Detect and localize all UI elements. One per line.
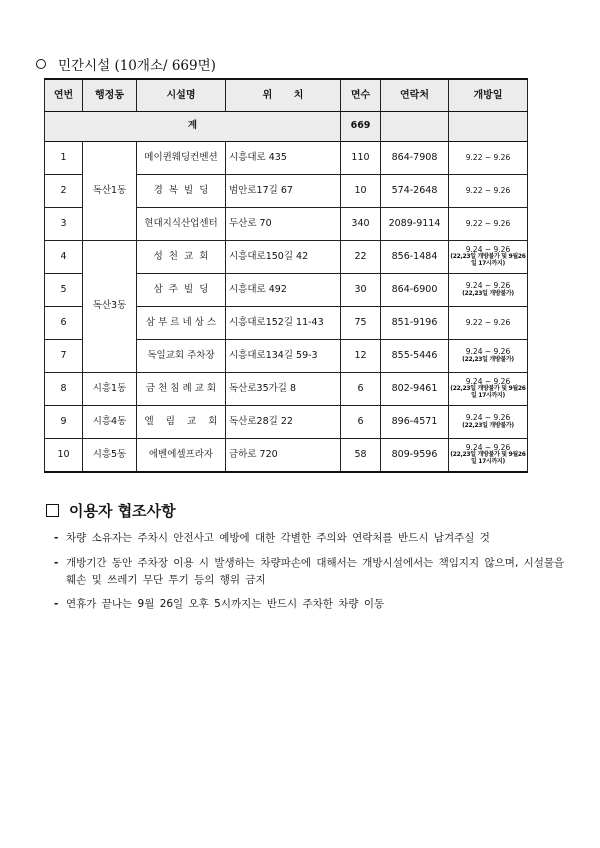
dash-bullet-icon: - xyxy=(54,532,59,544)
col-header-location: 위 치 xyxy=(226,79,341,112)
row-period xyxy=(449,175,528,208)
list-item xyxy=(54,596,574,613)
row-spaces: 30 xyxy=(341,274,381,307)
row-spaces: 6 xyxy=(341,406,381,439)
row-period xyxy=(449,439,528,473)
row-name: 성 천 교 회 xyxy=(137,241,226,274)
period-note: (22,23일 개방불가) xyxy=(462,289,514,297)
row-phone: 802-9461 xyxy=(381,373,449,406)
row-no: 3 xyxy=(45,208,83,241)
table-row xyxy=(45,241,528,274)
row-no: 6 xyxy=(45,307,83,340)
total-empty-phone xyxy=(381,112,449,142)
row-addr: 시흥대로 492 xyxy=(226,274,341,307)
row-no: 7 xyxy=(45,340,83,373)
checkbox-square-icon xyxy=(46,504,59,517)
cooperation-list xyxy=(54,530,574,621)
list-item-text: 연휴가 끝나는 9월 26일 오후 5시까지는 반드시 주차한 차량 이동 xyxy=(66,598,385,611)
cooperation-heading xyxy=(46,500,176,521)
row-phone: 2089-9114 xyxy=(381,208,449,241)
dash-bullet-icon: - xyxy=(54,556,59,569)
row-name: 독일교회 주차장 xyxy=(137,340,226,373)
row-no: 10 xyxy=(45,439,83,473)
row-no: 5 xyxy=(45,274,83,307)
row-phone: 809-9596 xyxy=(381,439,449,473)
row-spaces: 75 xyxy=(341,307,381,340)
total-value: 669 xyxy=(341,112,381,142)
table-header-row xyxy=(45,79,528,112)
section-heading-text: 민간시설 (10개소/ 669면) xyxy=(58,58,216,74)
row-dong: 시흥4동 xyxy=(83,406,137,439)
row-addr: 시흥대로152길 11-43 xyxy=(226,307,341,340)
total-label: 계 xyxy=(45,112,341,142)
row-name: 삼 주 빌 딩 xyxy=(137,274,226,307)
row-addr: 시흥대로134길 59-3 xyxy=(226,340,341,373)
list-item-text: 개방기간 동안 주차장 이용 시 발생하는 차량파손에 대해서는 개방시설에서는 책임지지 않으며, 시설물을 훼손 및 쓰레기 무단 투기 등의 행위 금지 xyxy=(66,556,565,586)
row-phone: 855-5446 xyxy=(381,340,449,373)
row-dong: 시흥5동 xyxy=(83,439,137,473)
row-phone: 864-7908 xyxy=(381,142,449,175)
row-addr: 범안로17길 67 xyxy=(226,175,341,208)
cooperation-title: 이용자 협조사항 xyxy=(69,502,176,520)
row-phone: 864-6900 xyxy=(381,274,449,307)
row-period xyxy=(449,241,528,274)
row-name: 메이퀸웨딩컨벤션 xyxy=(137,142,226,175)
facility-table xyxy=(44,78,528,473)
section-heading xyxy=(36,54,216,74)
col-header-period: 개방일 xyxy=(449,79,528,112)
row-no: 4 xyxy=(45,241,83,274)
row-spaces: 10 xyxy=(341,175,381,208)
row-period xyxy=(449,208,528,241)
row-addr: 시흥대로150길 42 xyxy=(226,241,341,274)
row-name: 에벤에셀프라자 xyxy=(137,439,226,473)
col-header-spaces: 면수 xyxy=(341,79,381,112)
row-no: 8 xyxy=(45,373,83,406)
row-no: 2 xyxy=(45,175,83,208)
list-item xyxy=(54,530,574,547)
row-addr: 독산로28길 22 xyxy=(226,406,341,439)
period-note: (22,23일 개방불가 및 9월26일 17시까지) xyxy=(450,253,526,268)
col-header-phone: 연락처 xyxy=(381,79,449,112)
period-note: (22,23일 개방불가 및 9월26일 17시까지) xyxy=(450,451,526,466)
row-name: 삼 부 르 네 상 스 xyxy=(137,307,226,340)
period-text: 9.22 ~ 9.26 xyxy=(465,185,511,195)
period-note: (22,23일 개방불가) xyxy=(462,355,514,363)
row-dong: 독산1동 xyxy=(83,142,137,241)
row-no: 9 xyxy=(45,406,83,439)
row-name: 금 천 침 례 교 회 xyxy=(137,373,226,406)
total-empty-period xyxy=(449,112,528,142)
period-text: 9.24 ~ 9.26 xyxy=(465,281,511,291)
col-header-no: 연번 xyxy=(45,79,83,112)
total-row xyxy=(45,112,528,142)
row-period xyxy=(449,406,528,439)
period-text: 9.24 ~ 9.26 xyxy=(465,347,511,357)
table-row xyxy=(45,406,528,439)
row-addr: 독산로35가길 8 xyxy=(226,373,341,406)
row-no: 1 xyxy=(45,142,83,175)
period-text: 9.24 ~ 9.26 xyxy=(465,376,511,386)
row-spaces: 12 xyxy=(341,340,381,373)
period-text: 9.24 ~ 9.26 xyxy=(465,244,511,254)
period-text: 9.22 ~ 9.26 xyxy=(465,152,511,162)
period-text: 9.22 ~ 9.26 xyxy=(465,317,511,327)
row-period xyxy=(449,142,528,175)
table-row xyxy=(45,142,528,175)
row-dong: 시흥1동 xyxy=(83,373,137,406)
row-dong: 독산3동 xyxy=(83,241,137,373)
list-item-text: 차량 소유자는 주차시 안전사고 예방에 대한 각별한 주의와 연락처를 반드시 남겨주실 것 xyxy=(66,532,490,544)
row-period xyxy=(449,274,528,307)
row-phone: 574-2648 xyxy=(381,175,449,208)
row-spaces: 340 xyxy=(341,208,381,241)
row-name: 현대지식산업센터 xyxy=(137,208,226,241)
period-text: 9.22 ~ 9.26 xyxy=(465,218,511,228)
row-spaces: 6 xyxy=(341,373,381,406)
row-phone: 851-9196 xyxy=(381,307,449,340)
row-spaces: 22 xyxy=(341,241,381,274)
circle-bullet-icon xyxy=(36,59,46,69)
row-spaces: 110 xyxy=(341,142,381,175)
period-note: (22,23일 개방불가) xyxy=(462,421,514,429)
row-addr: 금하로 720 xyxy=(226,439,341,473)
period-text: 9.24 ~ 9.26 xyxy=(465,413,511,423)
row-period xyxy=(449,373,528,406)
row-addr: 두산로 70 xyxy=(226,208,341,241)
row-phone: 896-4571 xyxy=(381,406,449,439)
table-row xyxy=(45,439,528,473)
period-note: (22,23일 개방불가 및 9월26일 17시까지) xyxy=(450,385,526,400)
row-period xyxy=(449,307,528,340)
row-phone: 856-1484 xyxy=(381,241,449,274)
col-header-name: 시설명 xyxy=(137,79,226,112)
row-period xyxy=(449,340,528,373)
row-name: 엘 림 교 회 xyxy=(137,406,226,439)
row-spaces: 58 xyxy=(341,439,381,473)
table-row xyxy=(45,373,528,406)
col-header-dong: 행정동 xyxy=(83,79,137,112)
row-name: 경 복 빌 딩 xyxy=(137,175,226,208)
period-text: 9.24 ~ 9.26 xyxy=(465,442,511,452)
list-item xyxy=(54,555,574,589)
dash-bullet-icon: - xyxy=(54,598,59,611)
row-addr: 시흥대로 435 xyxy=(226,142,341,175)
